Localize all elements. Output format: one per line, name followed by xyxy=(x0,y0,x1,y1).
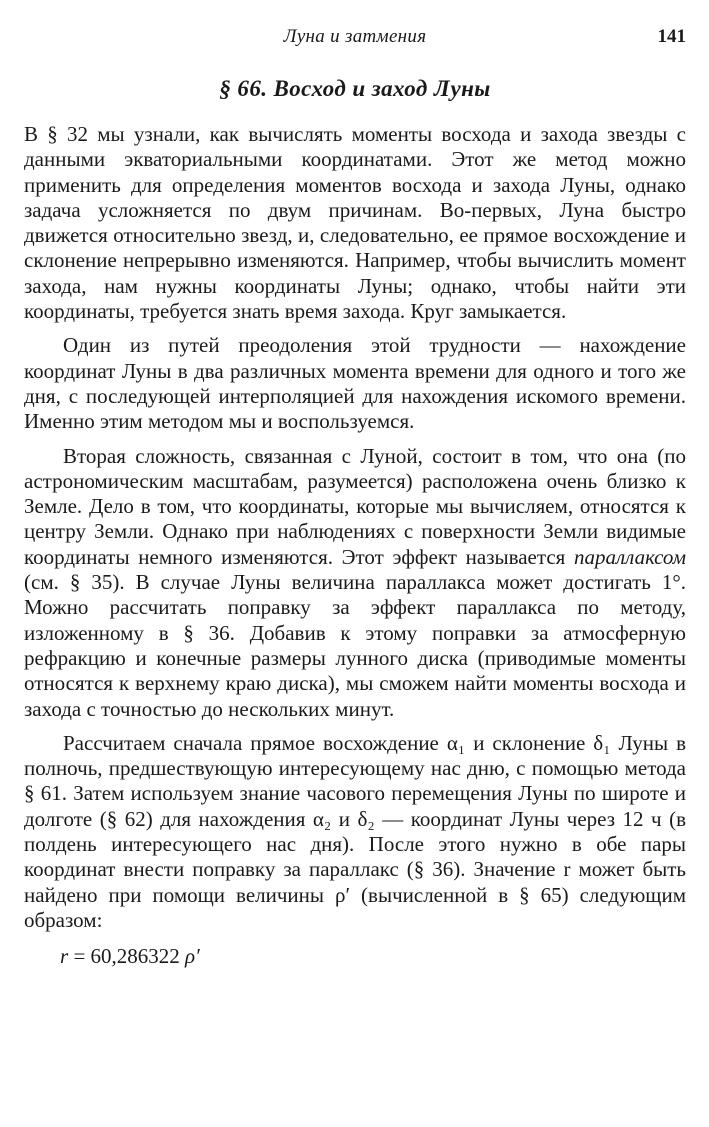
paragraph-3-after: (см. § 35). В случае Луны величина параллакса может достигать 1°. Можно рассчитать поправку за эффект параллакса по методу, изложенному в § 36. Добавив к этому поправки за атмосферную рефракцию и конечные размеры лунного диска (приводимые моменты относятся к верхнему краю диска), мы сможем найти моменты восхода и захода с точностью до нескольких минут. xyxy=(24,570,686,721)
paragraph-1: В § 32 мы узнали, как вычислять моменты восхода и захода звезды с данными экваториальными координатами. Этот же метод можно применить для определения моментов восхода и захода Луны, однако задача усложняется по двум причинам. Во-первых, Луна быстро движется относительно звезд, и, следовательно, ее прямое восхождение и склонение непрерывно изменяются. Например, чтобы вычислить момент захода, нам нужны координаты Луны; однако, чтобы найти эти координаты, требуется знать время захода. Круг замыкается. xyxy=(24,122,686,324)
formula-rhs: ρ′ xyxy=(179,944,200,969)
paragraph-2: Один из путей преодоления этой трудности — нахождение координат Луны в два различных момента времени для одного и того же дня, с последующей интерполяцией для нахождения искомого времени. Именно этим методом мы и воспользуемся. xyxy=(24,333,686,434)
paragraph-3 xyxy=(24,444,686,722)
section-title: § 66. Восход и заход Луны xyxy=(219,76,491,101)
running-title: Луна и затмения xyxy=(283,26,427,47)
paragraph-4: Рассчитаем сначала прямое восхождение α₁ и склонение δ₁ Луны в полночь, предшествующую интересующему нас дню, с помощью метода § 61. Затем используем знание часового перемещения Луны по широте и долготе (§ 62) для нахождения α₂ и δ₂ — координат Луны через 12 ч (в полдень интересующего нас дня). После этого нужно в обе пары координат внести поправку за параллакс (§ 36). Значение r может быть найдено при помощи величины ρ′ (вычисленной в § 65) следующим образом: xyxy=(24,730,686,932)
formula-lhs: r xyxy=(60,944,69,969)
formula xyxy=(24,943,686,969)
paragraph-3-before: Вторая сложность, связанная с Луной, состоит в том, что она (по астрономическим масштабам, разумеется) расположена очень близко к Земле. Дело в том, что координаты, которые мы вычисляем, относятся к центру Земли. Однако при наблюдениях с поверхности Земли видимые координаты немного изменяются. Этот эффект называется xyxy=(24,443,686,569)
parallax-term: параллаксом xyxy=(574,544,686,569)
running-head xyxy=(24,22,686,52)
page-number: 141 xyxy=(657,26,686,47)
formula-value: 60,286322 xyxy=(90,944,180,969)
formula-eq: = xyxy=(68,944,91,969)
book-page xyxy=(24,22,686,969)
